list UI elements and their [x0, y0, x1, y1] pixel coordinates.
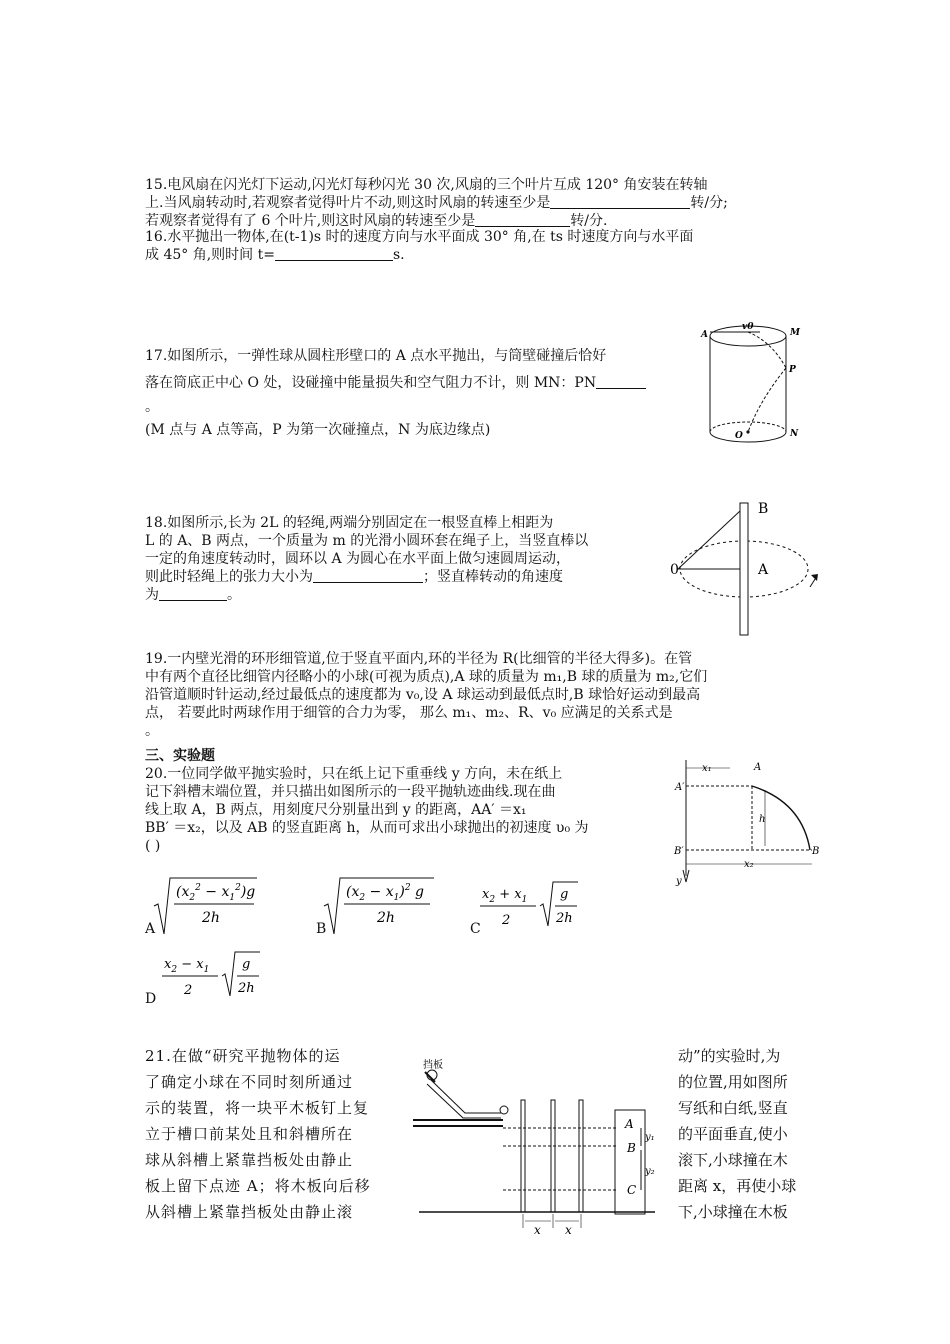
svg-text:2h: 2h	[238, 981, 255, 996]
q17-line2: 落在筒底正中心 O 处，设碰撞中能量损失和空气阻力不计，则 MN：PN	[145, 374, 646, 392]
q21-right-5: 滚下,小球撞在木	[678, 1151, 788, 1169]
q17-label-n: N	[790, 429, 799, 439]
q18-line1: 18.如图所示,长为 2L 的轻绳,两端分别固定在一根竖直棒上相距为	[145, 515, 554, 531]
q18-line2: L 的 A、B 两点，一个质量为 m 的光滑小圆环套在绳子上，当竖直棒以	[145, 533, 589, 549]
q20-option-c-label[interactable]: C	[470, 921, 481, 937]
q16-blank[interactable]	[275, 246, 393, 261]
q18-label-o: 0	[670, 562, 679, 578]
svg-text:2: 2	[502, 913, 511, 928]
q21-left-5: 球从斜槽上紧靠挡板处由静止	[145, 1151, 354, 1169]
svg-text:x2 + x1: $x_2 + x_1$	[482, 887, 528, 905]
q20-line5: ( )	[145, 838, 161, 854]
q19-line1: 19.一内壁光滑的环形细管道,位于竖直平面内,环的半径为 R(比细管的半径大得多)。在管	[145, 651, 693, 667]
q17-label-p: P	[789, 365, 796, 375]
q20-label-a: A	[754, 762, 762, 773]
q21-right-3: 写纸和白纸,竖直	[678, 1099, 788, 1117]
q21-left-6: 板上留下点迹 A；将木板向后移	[145, 1177, 371, 1195]
q21-left-3: 示的装置，将一块平木板钉上复	[145, 1099, 370, 1117]
q21-left-7: 从斜槽上紧靠挡板处由静止滚	[145, 1203, 354, 1221]
svg-text:(x22 − x12)g: $(x_2^2 - x_1^2)g$	[176, 883, 256, 903]
svg-text:2h: 2h	[377, 910, 395, 926]
q17-line1: 17.如图所示，一弹性球从圆柱形壁口的 A 点水平抛出，与筒壁碰撞后恰好	[145, 348, 607, 364]
svg-text:(x2 − x1)2 g: $(x_2 - x_1)^2$ g	[346, 883, 424, 903]
q21-label-c: C	[627, 1183, 637, 1197]
q17-cylinder-figure	[700, 320, 810, 460]
q20-line3: 线上取 A，B 两点，用刻度尺分别量出到 y 的距离，AA′ ＝x₁	[145, 802, 527, 818]
q21-label-y2: y₂	[645, 1166, 655, 1177]
svg-text:g: g	[560, 887, 569, 902]
svg-text:2h: 2h	[202, 910, 220, 926]
q18-line4: 则此时轻绳上的张力大小为 ；竖直棒转动的角速度	[145, 569, 563, 585]
q21-left-4: 立于槽口前某处且和斜槽所在	[145, 1125, 354, 1143]
q19-line4: 点， 若要此时两球作用于细管的合力为零， 那么 m₁、m₂、R、v₀ 应满足的关系式是	[145, 705, 673, 721]
q21-right-7: 下,小球撞在木板	[678, 1203, 788, 1221]
q17-label-m: M	[790, 328, 800, 338]
q21-left-2: 了确定小球在不同时刻所通过	[145, 1073, 354, 1091]
q21-apparatus-figure	[405, 1058, 670, 1238]
q15-line2: 上.当风扇转动时,若观察者觉得叶片不动,则这时风扇的转速至少是 转/分;	[145, 195, 728, 211]
q20-line4: BB′ ＝x₂，以及 AB 的竖直距离 h，从而可求出小球抛出的初速度 υ₀ 为	[145, 820, 589, 836]
q20-label-b1: B′	[674, 846, 684, 857]
q15-blank1[interactable]	[550, 194, 690, 209]
q21-right-6: 距离 x，再使小球	[678, 1177, 797, 1195]
q19-line2: 中有两个直径比细管内径略小的小球(可视为质点),A 球的质量为 m₁,B 球的质量为 m₂,它们	[145, 669, 708, 685]
q20-label-x1: x₁	[702, 763, 712, 774]
svg-text:2h: 2h	[556, 911, 573, 926]
q20-label-h: h	[759, 814, 766, 825]
svg-text:g: g	[242, 957, 251, 972]
q16-line2: 成 45° 角,则时间 t= s.	[145, 247, 405, 263]
svg-text:x2 − x1: $x_2 - x_1$	[164, 957, 210, 975]
q18-label-a: A	[758, 562, 769, 578]
q20-option-b-label[interactable]: B	[316, 921, 327, 937]
q20-option-a-label[interactable]: A	[145, 921, 156, 937]
q20-label-x2: x₂	[744, 859, 754, 870]
q17-label-v0: v0	[742, 322, 754, 332]
q21-label-x-first: x	[534, 1223, 541, 1237]
q17-line3: 。	[145, 399, 159, 415]
q18-label-b: B	[758, 501, 769, 517]
section-heading: 三、实验题	[145, 748, 215, 764]
q20-line1: 20.一位同学做平抛实验时，只在纸上记下重垂线 y 方向，未在纸上	[145, 766, 563, 782]
q18-line5: 为 。	[145, 587, 241, 603]
q17-label-o: O	[735, 431, 743, 441]
q19-line3: 沿管道顺时针运动,经过最低点的速度都为 v₀,设 A 球运动到最低点时,B 球恰好运动到最高	[145, 687, 701, 703]
q20-label-a1: A′	[675, 782, 685, 793]
q16-line1: 16.水平抛出一物体,在(t-1)s 时的速度方向与水平面成 30° 角,在 ts 时速度方向与水平面	[145, 229, 694, 245]
q20-trajectory-figure	[672, 760, 832, 890]
q21-label-a: A	[625, 1117, 634, 1131]
q17-line4: (M 点与 A 点等高，P 为第一次碰撞点，N 为底边缘点)	[145, 422, 491, 438]
q15-line3: 若观察者觉得有了 6 个叶片,则这时风扇的转速至少是 转/分.	[145, 213, 608, 229]
q18-rod-figure	[668, 495, 828, 645]
q15-blank2[interactable]	[475, 212, 570, 227]
q15-line1: 15.电风扇在闪光灯下运动,闪光灯每秒闪光 30 次,风扇的三个叶片互成 120° 角安装在转轴	[145, 177, 708, 193]
q20-label-y: y	[676, 876, 682, 887]
q21-label-baffle: 挡板	[423, 1060, 443, 1071]
q20-option-a-formula[interactable]	[152, 876, 262, 936]
q20-label-b: B	[812, 846, 820, 857]
q20-option-d-label[interactable]: D	[145, 991, 157, 1007]
q18-blank2[interactable]	[159, 586, 227, 601]
q20-option-d-formula[interactable]	[160, 950, 270, 1000]
q20-option-c-formula[interactable]	[478, 880, 588, 930]
q21-label-b: B	[627, 1141, 636, 1155]
q18-line3: 一定的角速度转动时，圆环以 A 为圆心在水平面上做匀速圆周运动，	[145, 551, 571, 567]
q21-right-2: 的位置,用如图所	[678, 1073, 788, 1091]
q19-line5: 。	[145, 723, 159, 739]
q20-line2: 记下斜槽末端位置，并只描出如图所示的一段平抛轨迹曲线.现在曲	[145, 784, 556, 800]
q18-blank1[interactable]	[313, 568, 423, 583]
q21-right-1: 动”的实验时,为	[678, 1047, 781, 1065]
q21-label-x-second: x	[565, 1223, 572, 1237]
q21-left-1: 21.在做“研究平抛物体的运	[145, 1047, 341, 1065]
svg-text:2: 2	[184, 983, 193, 998]
q21-label-y1: y₁	[645, 1132, 655, 1143]
q21-right-4: 的平面垂直,使小	[678, 1125, 788, 1143]
q20-option-b-formula[interactable]	[322, 876, 442, 936]
q17-blank[interactable]	[596, 374, 646, 389]
q17-label-a: A	[701, 330, 708, 340]
